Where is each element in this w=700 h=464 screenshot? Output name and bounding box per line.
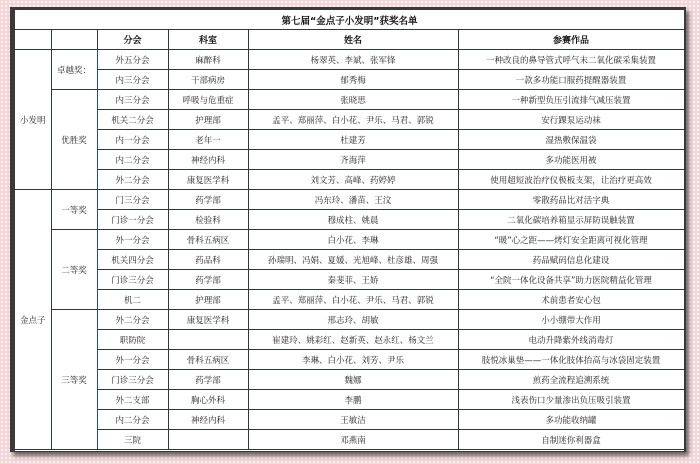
header-work: 参赛作品 [458, 30, 684, 50]
work-cell: “全院一体化设备共享”助力医院精益化管理 [458, 270, 684, 290]
dept-cell: 康复医学科 [168, 310, 248, 330]
dept-cell: 骨科五病区 [168, 350, 248, 370]
work-cell: 术前患者安心包 [458, 290, 684, 310]
name-cell: 王敏洁 [248, 410, 458, 430]
work-cell: 浅表伤口少量渗出负压吸引装置 [458, 390, 684, 410]
branch-cell: 机关四分会 [97, 250, 168, 270]
name-cell: 邢志玲、胡敏 [248, 310, 458, 330]
dept-cell: 药学部 [168, 370, 248, 390]
dept-cell: 护理部 [168, 290, 248, 310]
header-empty [51, 30, 97, 50]
table-row [15, 130, 684, 150]
branch-cell: 门诊三分会 [97, 370, 168, 390]
table-row [15, 70, 684, 90]
header-branch: 分会 [97, 30, 168, 50]
name-cell: 邓燕南 [248, 430, 458, 450]
table-row [15, 390, 684, 410]
table-row [15, 250, 684, 270]
work-cell: 药品赋码信息化建设 [458, 250, 684, 270]
branch-cell: 职防院 [97, 330, 168, 350]
award-level-cell: 二等奖 [51, 230, 97, 310]
branch-cell: 三院 [97, 430, 168, 450]
name-cell: 李鹏 [248, 390, 458, 410]
dept-cell: 呼吸与危重症 [168, 90, 248, 110]
branch-cell: 外一分会 [97, 350, 168, 370]
name-cell: 杨翠英、李斌、张军锋 [248, 50, 458, 70]
work-cell: 肢悦冰巢垫——一体化肢体抬高与冰袋固定装置 [458, 350, 684, 370]
branch-cell: 门诊三分会 [97, 270, 168, 290]
dept-cell [168, 330, 248, 350]
award-sheet [15, 10, 684, 451]
work-cell: 小小绷带大作用 [458, 310, 684, 330]
header-empty [15, 30, 51, 50]
table-row [15, 330, 684, 350]
name-cell: 崔建玲、姚彩红、赵新英、赵永红、杨文兰 [248, 330, 458, 350]
name-cell: 齐海萍 [248, 150, 458, 170]
work-cell: “暖”心之距——烤灯安全距离可视化管理 [458, 230, 684, 250]
table-title: 第七届“金点子小发明”获奖名单 [15, 10, 684, 30]
name-cell: 张晓思 [248, 90, 458, 110]
award-level-cell: 三等奖 [51, 310, 97, 450]
name-cell: 魏娜 [248, 370, 458, 390]
branch-cell: 外二支部 [97, 390, 168, 410]
table-row [15, 50, 684, 70]
work-cell: 一种改良的鼻导管式呼气末二氧化碳采集装置 [458, 50, 684, 70]
work-cell: 一种新型负压引流排气减压装置 [458, 90, 684, 110]
name-cell: 郁秀梅 [248, 70, 458, 90]
branch-cell: 内二分会 [97, 150, 168, 170]
dept-cell: 康复医学科 [168, 170, 248, 190]
work-cell: 湿热敷保温袋 [458, 130, 684, 150]
award-level-cell: 卓越奖： [51, 50, 97, 90]
branch-cell: 外二分会 [97, 310, 168, 330]
branch-cell: 外二分会 [97, 170, 168, 190]
header-row [15, 30, 684, 50]
branch-cell: 内二分会 [97, 410, 168, 430]
work-cell: 电动升降紫外线消毒灯 [458, 330, 684, 350]
table-row [15, 430, 684, 450]
work-cell: 安行踝泵运动袜 [458, 110, 684, 130]
work-cell: 一款多功能口服药提醒器装置 [458, 70, 684, 90]
name-cell: 白小花、李琳 [248, 230, 458, 250]
branch-cell: 内一分会 [97, 130, 168, 150]
dept-cell: 药品科 [168, 250, 248, 270]
name-cell: 孟平、郑丽萍、白小花、尹乐、马君、郭锐 [248, 290, 458, 310]
award-level-cell: 优胜奖 [51, 90, 97, 190]
dept-cell: 老年一 [168, 130, 248, 150]
name-cell: 秦斐菲、王娇 [248, 270, 458, 290]
table-row [15, 290, 684, 310]
header-name: 姓名 [248, 30, 458, 50]
dept-cell: 干部病房 [168, 70, 248, 90]
dept-cell: 药学部 [168, 270, 248, 290]
branch-cell: 外一分会 [97, 230, 168, 250]
branch-cell: 门三分会 [97, 190, 168, 210]
table-row [15, 150, 684, 170]
branch-cell: 机关二分会 [97, 110, 168, 130]
table-row [15, 410, 684, 430]
name-cell: 孙瑞明、冯娟、夏媛、光旭峰、杜彦雄、周强 [248, 250, 458, 270]
name-cell: 孟平、郑丽萍、白小花、尹乐、马君、郭锐 [248, 110, 458, 130]
name-cell: 刘文芳、高峰、药婷婷 [248, 170, 458, 190]
dept-cell: 神经内科 [168, 150, 248, 170]
award-table [15, 10, 685, 450]
name-cell: 李琳、白小花、刘芳、尹乐 [248, 350, 458, 370]
table-row [15, 230, 684, 250]
branch-cell: 内三分会 [97, 70, 168, 90]
name-cell: 杜建芳 [248, 130, 458, 150]
table-row [15, 110, 684, 130]
table-row [15, 210, 684, 230]
header-dept: 科室 [168, 30, 248, 50]
branch-cell: 内三分会 [97, 90, 168, 110]
work-cell: 使用超短波治疗仪极板支架，让治疗更高效 [458, 170, 684, 190]
category-cell: 小发明 [15, 50, 51, 190]
branch-cell: 门诊一分会 [97, 210, 168, 230]
branch-cell: 外五分会 [97, 50, 168, 70]
table-row [15, 350, 684, 370]
table-row [15, 170, 684, 190]
name-cell: 穆成柱、姚晨 [248, 210, 458, 230]
dept-cell: 骨科五病区 [168, 230, 248, 250]
category-cell: 金点子 [15, 190, 51, 450]
table-row [15, 370, 684, 390]
branch-cell: 机二 [97, 290, 168, 310]
work-cell: 多功能收纳罐 [458, 410, 684, 430]
dept-cell: 护理部 [168, 110, 248, 130]
name-cell: 冯东玲、潘苗、王汶 [248, 190, 458, 210]
dept-cell [168, 430, 248, 450]
dept-cell: 麻醉科 [168, 50, 248, 70]
dept-cell: 神经内科 [168, 410, 248, 430]
table-row [15, 190, 684, 210]
work-cell: 多功能医用被 [458, 150, 684, 170]
work-cell: 二氧化碳培养箱显示屏防误触装置 [458, 210, 684, 230]
table-row [15, 310, 684, 330]
dept-cell: 胸心外科 [168, 390, 248, 410]
table-row [15, 90, 684, 110]
document-frame [10, 7, 686, 452]
work-cell: 自制迷你利器盒 [458, 430, 684, 450]
work-cell: 煎药全流程追溯系统 [458, 370, 684, 390]
table-row [15, 270, 684, 290]
dept-cell: 药学部 [168, 190, 248, 210]
work-cell: 零散药品比对活字典 [458, 190, 684, 210]
award-level-cell: 一等奖 [51, 190, 97, 230]
dept-cell: 检验科 [168, 210, 248, 230]
